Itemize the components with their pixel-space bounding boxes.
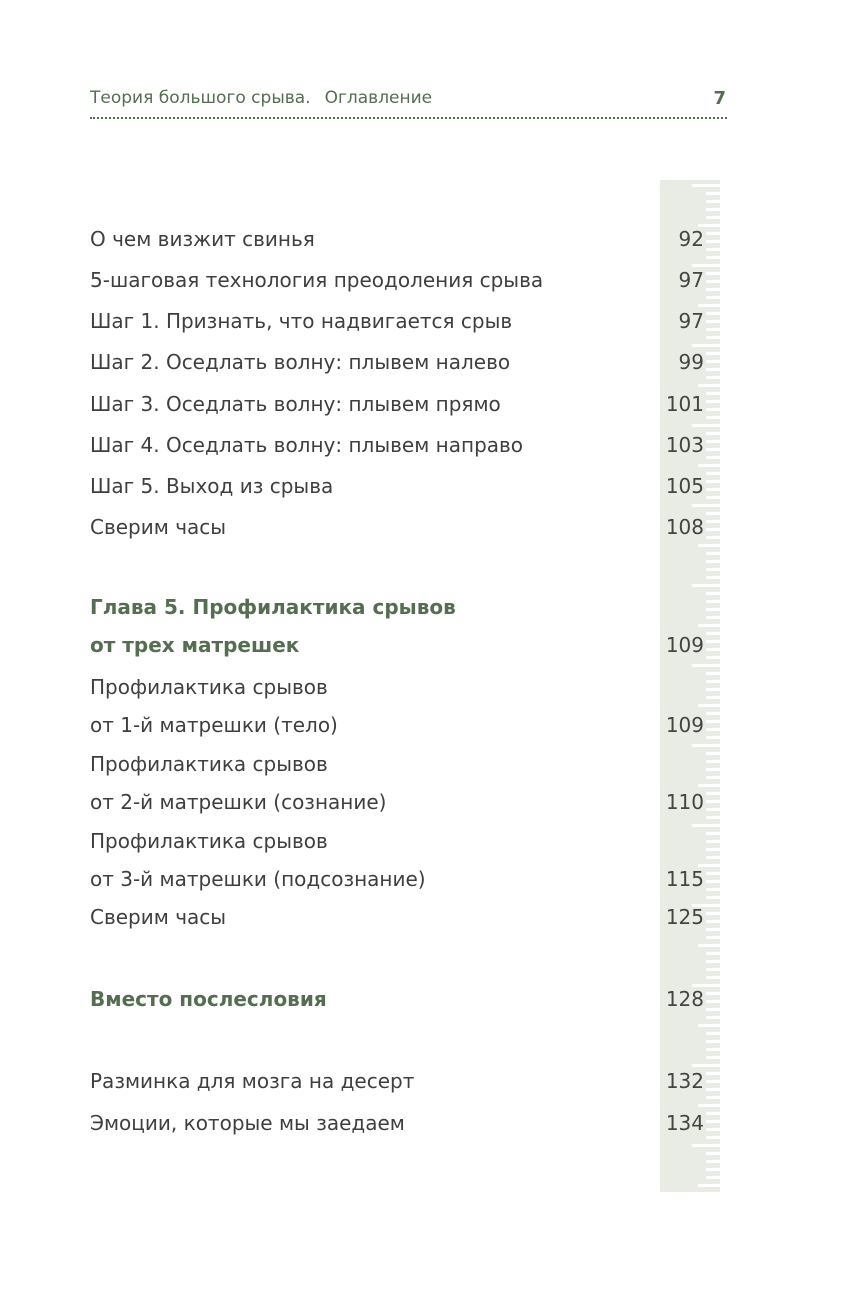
- toc-entry-title: Шаг 2. Оседлать волну: плывем налево: [90, 350, 511, 374]
- toc-entry: [90, 822, 704, 898]
- toc-entry-page: 128: [665, 987, 704, 1011]
- ruler-tick: [706, 328, 720, 331]
- toc-entry-title: от 2-й матрешки (сознание): [90, 790, 387, 814]
- toc-entry-page: 97: [678, 268, 704, 292]
- ruler-tick: [706, 736, 720, 739]
- ruler-tick: [706, 248, 720, 251]
- toc-entry-page: 115: [665, 867, 704, 891]
- ruler-tick: [706, 376, 720, 379]
- ruler-tick: [706, 608, 720, 611]
- ruler-tick: [706, 1072, 720, 1075]
- ruler-tick: [706, 816, 720, 819]
- ruler-tick: [706, 848, 720, 851]
- ruler-tick: [706, 280, 720, 283]
- ruler-tick: [706, 928, 720, 931]
- ruler-tick: [706, 1168, 720, 1171]
- toc-entry-page: 97: [678, 309, 704, 333]
- toc-entry-title: Профилактика срывов: [90, 752, 328, 776]
- ruler-tick: [706, 440, 720, 443]
- ruler-tick: [706, 208, 720, 211]
- ruler-tick: [706, 456, 720, 459]
- toc-entry-page: 103: [665, 433, 704, 457]
- ruler-tick: [706, 792, 720, 795]
- ruler-tick: [706, 352, 720, 355]
- toc-entry-title: Сверим часы: [90, 515, 227, 539]
- toc-entry-title: Разминка для мозга на десерт: [90, 1069, 415, 1093]
- toc-entry-page: 125: [665, 905, 704, 929]
- ruler-tick: [706, 560, 720, 563]
- toc-entry: [90, 302, 704, 340]
- ruler-tick: [706, 656, 720, 659]
- ruler-tick: [706, 1016, 720, 1019]
- ruler-tick: [706, 1056, 720, 1059]
- toc-entry-page: 105: [665, 474, 704, 498]
- toc-entry-page: 92: [678, 227, 704, 251]
- table-of-contents: [90, 0, 704, 1311]
- toc-entry: [90, 980, 704, 1018]
- ruler-tick: [706, 552, 720, 555]
- ruler-tick: [706, 872, 720, 875]
- ruler-tick: [706, 968, 720, 971]
- toc-entry: [90, 220, 704, 258]
- ruler-tick: [706, 368, 720, 371]
- ruler-tick: [706, 232, 720, 235]
- toc-entry: [90, 343, 704, 381]
- ruler-tick: [706, 896, 720, 899]
- ruler-tick: [706, 480, 720, 483]
- ruler-tick: [706, 296, 720, 299]
- toc-entry-title: Профилактика срывов: [90, 675, 328, 699]
- ruler-tick: [706, 320, 720, 323]
- ruler-tick: [706, 936, 720, 939]
- toc-entry: [90, 467, 704, 505]
- ruler-tick: [706, 600, 720, 603]
- toc-entry-title: Вместо послесловия: [90, 987, 327, 1011]
- toc-entry: [90, 426, 704, 464]
- ruler-tick: [706, 920, 720, 923]
- toc-entry-title: 5-шаговая технология преодоления срыва: [90, 268, 544, 292]
- ruler-tick: [706, 680, 720, 683]
- toc-entry-page: 132: [665, 1069, 704, 1093]
- toc-entry-page: 99: [678, 350, 704, 374]
- ruler-tick: [706, 1136, 720, 1139]
- toc-entry-title: Шаг 3. Оседлать волну: плывем прямо: [90, 392, 501, 416]
- ruler-tick: [706, 448, 720, 451]
- toc-entry: [90, 1062, 704, 1100]
- toc-entry: [90, 898, 704, 936]
- ruler-tick: [706, 272, 720, 275]
- ruler-tick: [706, 472, 720, 475]
- toc-entry: [90, 668, 704, 744]
- ruler-tick: [706, 536, 720, 539]
- ruler-tick: [706, 808, 720, 811]
- toc-entry-title: Глава 5. Профилактика срывов: [90, 595, 456, 619]
- ruler-tick: [706, 1096, 720, 1099]
- ruler-tick: [706, 1112, 720, 1115]
- toc-entry: [90, 508, 704, 546]
- ruler-tick: [706, 1080, 720, 1083]
- toc-entry-title: Профилактика срывов: [90, 829, 328, 853]
- ruler-tick: [706, 200, 720, 203]
- ruler-tick: [706, 432, 720, 435]
- toc-entry-title: от трех матрешек: [90, 633, 300, 657]
- toc-entry-title: Шаг 4. Оседлать волну: плывем направо: [90, 433, 524, 457]
- toc-entry-title: Шаг 1. Признать, что надвигается срыв: [90, 309, 513, 333]
- ruler-tick: [706, 288, 720, 291]
- toc-entry-page: 108: [665, 515, 704, 539]
- ruler-tick: [706, 1032, 720, 1035]
- ruler-tick: [706, 1176, 720, 1179]
- toc-entry-title: Эмоции, которые мы заедаем: [90, 1111, 405, 1135]
- section-title: Оглавление: [324, 88, 433, 108]
- ruler-tick: [706, 400, 720, 403]
- ruler-tick: [706, 496, 720, 499]
- ruler-tick: [706, 832, 720, 835]
- ruler-tick: [706, 632, 720, 635]
- toc-entry-page: 134: [665, 1111, 704, 1135]
- ruler-tick: [706, 640, 720, 643]
- ruler-tick: [706, 240, 720, 243]
- ruler-tick: [706, 880, 720, 883]
- toc-entry-title: Шаг 5. Выход из срыва: [90, 474, 334, 498]
- toc-entry-page: 109: [665, 633, 704, 657]
- ruler-tick: [706, 672, 720, 675]
- ruler-tick: [706, 1152, 720, 1155]
- ruler-tick: [706, 488, 720, 491]
- toc-entry-title: Сверим часы: [90, 905, 227, 929]
- ruler-tick: [706, 256, 720, 259]
- ruler-tick: [706, 992, 720, 995]
- ruler-tick: [706, 216, 720, 219]
- ruler-tick: [706, 952, 720, 955]
- ruler-tick: [706, 1048, 720, 1051]
- ruler-tick: [706, 576, 720, 579]
- ruler-tick: [706, 336, 720, 339]
- ruler-tick: [706, 520, 720, 523]
- toc-entry: [90, 745, 704, 821]
- ruler-tick: [706, 768, 720, 771]
- ruler-tick: [706, 1088, 720, 1091]
- toc-entry-page: 101: [665, 392, 704, 416]
- ruler-tick: [706, 696, 720, 699]
- ruler-tick: [706, 840, 720, 843]
- toc-entry: [90, 588, 704, 664]
- page-number: 7: [713, 88, 726, 109]
- ruler-tick: [706, 648, 720, 651]
- book-title: Теория большого срыва.: [90, 88, 311, 108]
- ruler-tick: [706, 568, 720, 571]
- ruler-tick: [706, 752, 720, 755]
- ruler-tick: [706, 760, 720, 763]
- ruler-tick: [706, 512, 720, 515]
- ruler-tick: [706, 688, 720, 691]
- ruler-tick: [706, 1008, 720, 1011]
- ruler-tick: [706, 416, 720, 419]
- ruler-tick: [706, 408, 720, 411]
- ruler-tick: [706, 976, 720, 979]
- toc-entry-page: 109: [665, 713, 704, 737]
- toc-entry-title: О чем визжит свинья: [90, 227, 315, 251]
- ruler-tick: [706, 392, 720, 395]
- ruler-tick: [706, 712, 720, 715]
- toc-entry: [90, 261, 704, 299]
- ruler-tick: [706, 312, 720, 315]
- toc-entry-page: 110: [665, 790, 704, 814]
- ruler-tick: [706, 1160, 720, 1163]
- toc-entry: [90, 1104, 704, 1142]
- ruler-tick: [706, 856, 720, 859]
- ruler-tick: [706, 1120, 720, 1123]
- ruler-tick: [706, 360, 720, 363]
- ruler-tick: [706, 800, 720, 803]
- ruler-tick: [706, 592, 720, 595]
- ruler-tick: [706, 912, 720, 915]
- ruler-tick: [706, 888, 720, 891]
- ruler-tick: [706, 728, 720, 731]
- ruler-tick: [706, 1040, 720, 1043]
- ruler-tick: [706, 192, 720, 195]
- ruler-tick: [706, 528, 720, 531]
- toc-entry: [90, 385, 704, 423]
- toc-entry-title: от 3-й матрешки (подсознание): [90, 867, 426, 891]
- ruler-tick: [706, 720, 720, 723]
- ruler-tick: [706, 1128, 720, 1131]
- ruler-tick: [706, 1000, 720, 1003]
- toc-entry-title: от 1-й матрешки (тело): [90, 713, 338, 737]
- ruler-tick: [706, 776, 720, 779]
- ruler-tick: [706, 960, 720, 963]
- ruler-tick: [706, 616, 720, 619]
